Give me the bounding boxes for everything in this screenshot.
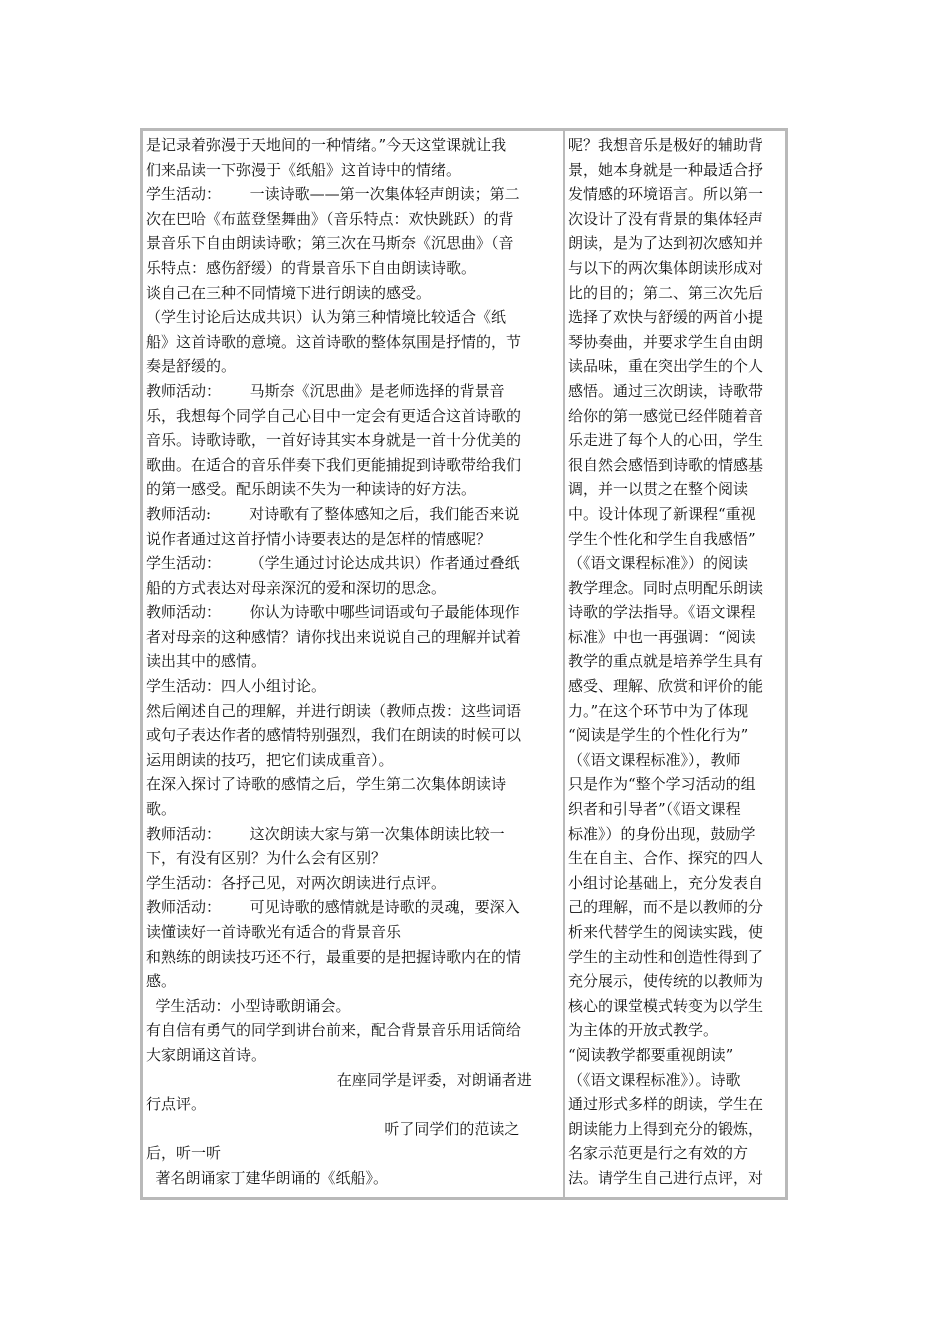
activity-text-line: 歌曲。在适合的音乐伴奏下我们更能捕捉到诗歌带给我们 bbox=[146, 455, 522, 474]
activity-text-line: 下，有没有区别？为什么会有区别？ bbox=[146, 849, 387, 868]
commentary-text-line: 感受、理解、欣赏和评价的能 bbox=[568, 677, 764, 696]
commentary-text-line: 小组讨论基础上，充分发表自 bbox=[568, 873, 764, 892]
activity-text-line: 的第一感受。配乐朗读不失为一种读诗的好方法。 bbox=[146, 480, 477, 499]
commentary-text-line: “阅读教学都要重视朗读” bbox=[568, 1045, 734, 1064]
activity-text-line: 教师活动： 你认为诗歌中哪些词语或句子最能体现作 bbox=[146, 603, 520, 622]
commentary-text-line: 教学的重点就是培养学生具有 bbox=[568, 652, 764, 671]
activity-text-line: 后，听一听 bbox=[146, 1144, 222, 1163]
lesson-plan-table bbox=[140, 128, 788, 1200]
commentary-text-line: 朗读，是为了达到初次感知并 bbox=[568, 234, 764, 253]
activity-text-line: 景音乐下自由朗读诗歌；第三次在马斯奈《沉思曲》（音 bbox=[146, 234, 514, 253]
activity-text-line: 读出其中的感情。 bbox=[146, 652, 267, 671]
activity-text-line: 谈自己在三种不同情境下进行朗读的感受。 bbox=[146, 283, 432, 302]
commentary-text-line: “阅读是学生的个性化行为” bbox=[568, 726, 749, 745]
activity-text-line: 船》这首诗歌的意境。这首诗歌的整体氛围是抒情的，节 bbox=[146, 332, 522, 351]
activity-text-line: 运用朗读的技巧，把它们读成重音）。 bbox=[146, 750, 394, 769]
activity-text-line: 著名朗诵家丁建华朗诵的《纸船》。 bbox=[146, 1168, 389, 1187]
commentary-text-line: 感悟。通过三次朗读，诗歌带 bbox=[568, 381, 764, 400]
commentary-text-line: 琴协奏曲，并要求学生自由朗 bbox=[568, 332, 764, 351]
commentary-text-line: 调，并一以贯之在整个阅读 bbox=[568, 480, 749, 499]
activity-text-line: 者对母亲的这种感情？请你找出来说说自己的理解并试着 bbox=[146, 627, 522, 646]
commentary-text-line: 织者和引导者”（《语文课程 bbox=[568, 800, 741, 819]
activity-text-line: 或句子表达作者的感情特别强烈，我们在朗读的时候可以 bbox=[146, 726, 522, 745]
activity-text-line: （学生讨论后达成共识）认为第三种情境比较适合《纸 bbox=[146, 308, 507, 327]
activity-text-line: 听了同学们的范读之 bbox=[146, 1119, 520, 1138]
activity-text-line: 有自信有勇气的同学到讲台前来，配合背景音乐用话筒给 bbox=[146, 1021, 522, 1040]
commentary-text-line: 通过形式多样的朗读，学生在 bbox=[568, 1095, 764, 1114]
commentary-text-line: 法。请学生自己进行点评，对 bbox=[568, 1168, 764, 1187]
commentary-text-line: 名家示范更是行之有效的方 bbox=[568, 1144, 749, 1163]
activity-text-line: 学生活动：四人小组讨论。 bbox=[146, 677, 327, 696]
activity-text-line: 和熟练的朗读技巧还不行，最重要的是把握诗歌内在的情 bbox=[146, 947, 522, 966]
activity-text-line: 学生活动： （学生通过讨论达成共识）作者通过叠纸 bbox=[146, 554, 520, 573]
commentary-text-line: 中。设计体现了新课程“重视 bbox=[568, 504, 756, 523]
commentary-text-line: （《语文课程标准》）的阅读 bbox=[568, 554, 749, 573]
commentary-text-line: 给你的第一感觉已经伴随着音 bbox=[568, 406, 764, 425]
activity-text-line: 歌。 bbox=[146, 800, 177, 819]
activity-text-line: 教师活动： 这次朗读大家与第一次集体朗读比较一 bbox=[146, 824, 505, 843]
commentary-text-line: 标准》）的身份出现，鼓励学 bbox=[568, 824, 756, 843]
commentary-text-line: 己的理解，而不是以教师的分 bbox=[568, 898, 764, 917]
activity-column bbox=[143, 131, 565, 1197]
commentary-text-line: 标准》中也一再强调：“阅读 bbox=[568, 627, 756, 646]
commentary-text-line: 次设计了没有背景的集体轻声 bbox=[568, 209, 764, 228]
commentary-text-line: 比的目的；第二、第三次先后 bbox=[568, 283, 764, 302]
commentary-text-line: 生在自主、合作、探究的四人 bbox=[568, 849, 764, 868]
commentary-text-line: 发情感的环境语言。所以第一 bbox=[568, 185, 764, 204]
commentary-text-line: 只是作为“整个学习活动的组 bbox=[568, 775, 756, 794]
activity-text-line: 大家朗诵这首诗。 bbox=[146, 1045, 267, 1064]
commentary-text-line: 充分展示，使传统的以教师为 bbox=[568, 972, 764, 991]
activity-text-line: 然后阐述自己的理解，并进行朗读（教师点拨：这些词语 bbox=[146, 701, 522, 720]
activity-text-line: 学生活动：小型诗歌朗诵会。 bbox=[146, 996, 351, 1015]
commentary-text-line: 力。”在这个环节中为了体现 bbox=[568, 701, 749, 720]
commentary-text-line: 景，她本身就是一种最适合抒 bbox=[568, 160, 764, 179]
commentary-text-line: 乐走进了每个人的心田，学生 bbox=[568, 431, 764, 450]
activity-text-line: 说作者通过这首抒情小诗要表达的是怎样的情感呢？ bbox=[146, 529, 492, 548]
activity-text-line: 在座同学是评委，对朗诵者进 bbox=[146, 1070, 532, 1089]
commentary-text-line: 很自然会感悟到诗歌的情感基 bbox=[568, 455, 764, 474]
activity-text-line: 们来品读一下弥漫于《纸船》这首诗中的情绪。 bbox=[146, 160, 462, 179]
commentary-text-line: 与以下的两次集体朗读形成对 bbox=[568, 258, 764, 277]
commentary-text-line: 选择了欢快与舒缓的两首小提 bbox=[568, 308, 764, 327]
commentary-text-line: 诗歌的学法指导。《语文课程 bbox=[568, 603, 756, 622]
commentary-text-line: 核心的课堂模式转变为以学生 bbox=[568, 996, 764, 1015]
activity-text-line: 乐，我想每个同学自己心目中一定会有更适合这首诗歌的 bbox=[146, 406, 522, 425]
activity-text-line: 奏是舒缓的。 bbox=[146, 357, 237, 376]
commentary-text-line: （《语文课程标准》），教师 bbox=[568, 750, 741, 769]
commentary-text-line: 读品味，重在突出学生的个人 bbox=[568, 357, 764, 376]
activity-text-line: 是记录着弥漫于天地间的一种情绪。”今天这堂课就让我 bbox=[146, 136, 507, 154]
activity-text-line: 行点评。 bbox=[146, 1095, 207, 1114]
commentary-text-line: （《语文课程标准》）。诗歌 bbox=[568, 1070, 741, 1089]
commentary-column bbox=[565, 131, 785, 1197]
activity-text-line: 音乐。诗歌诗歌，一首好诗其实本身就是一首十分优美的 bbox=[146, 431, 522, 450]
activity-text-line: 船的方式表达对母亲深沉的爱和深切的思念。 bbox=[146, 578, 447, 597]
commentary-text-line: 呢？我想音乐是极好的辅助背 bbox=[568, 136, 764, 154]
commentary-text-line: 学生的主动性和创造性得到了 bbox=[568, 947, 764, 966]
activity-text-line: 学生活动：各抒己见，对两次朗读进行点评。 bbox=[146, 873, 447, 892]
activity-text-line: 学生活动： 一读诗歌——第一次集体轻声朗读；第二 bbox=[146, 185, 520, 204]
activity-text-line: 次在巴哈《布蓝登堡舞曲》（音乐特点：欢快跳跃）的背 bbox=[146, 209, 514, 228]
activity-text-line: 乐特点：感伤舒缓）的背景音乐下自由朗读诗歌。 bbox=[146, 258, 477, 277]
commentary-text-line: 为主体的开放式教学。 bbox=[568, 1021, 719, 1040]
commentary-text-line: 学生个性化和学生自我感悟” bbox=[568, 529, 756, 548]
commentary-text-line: 朗读能力上得到充分的锻炼， bbox=[568, 1119, 764, 1138]
activity-text-line: 读懂读好一首诗歌光有适合的背景音乐 bbox=[146, 923, 402, 941]
activity-text-line: 教师活动： 可见诗歌的感情就是诗歌的灵魂，要深入 bbox=[146, 898, 520, 917]
commentary-text-line: 析来代替学生的阅读实践，使 bbox=[568, 923, 764, 941]
commentary-text-line: 教学理念。同时点明配乐朗读 bbox=[568, 578, 764, 597]
activity-text-line: 教师活动: 对诗歌有了整体感知之后，我们能否来说 bbox=[146, 504, 520, 523]
activity-text-line: 感。 bbox=[146, 972, 177, 991]
activity-text-line: 教师活动： 马斯奈《沉思曲》是老师选择的背景音 bbox=[146, 381, 505, 400]
activity-text-line: 在深入探讨了诗歌的感情之后，学生第二次集体朗读诗 bbox=[146, 775, 507, 794]
